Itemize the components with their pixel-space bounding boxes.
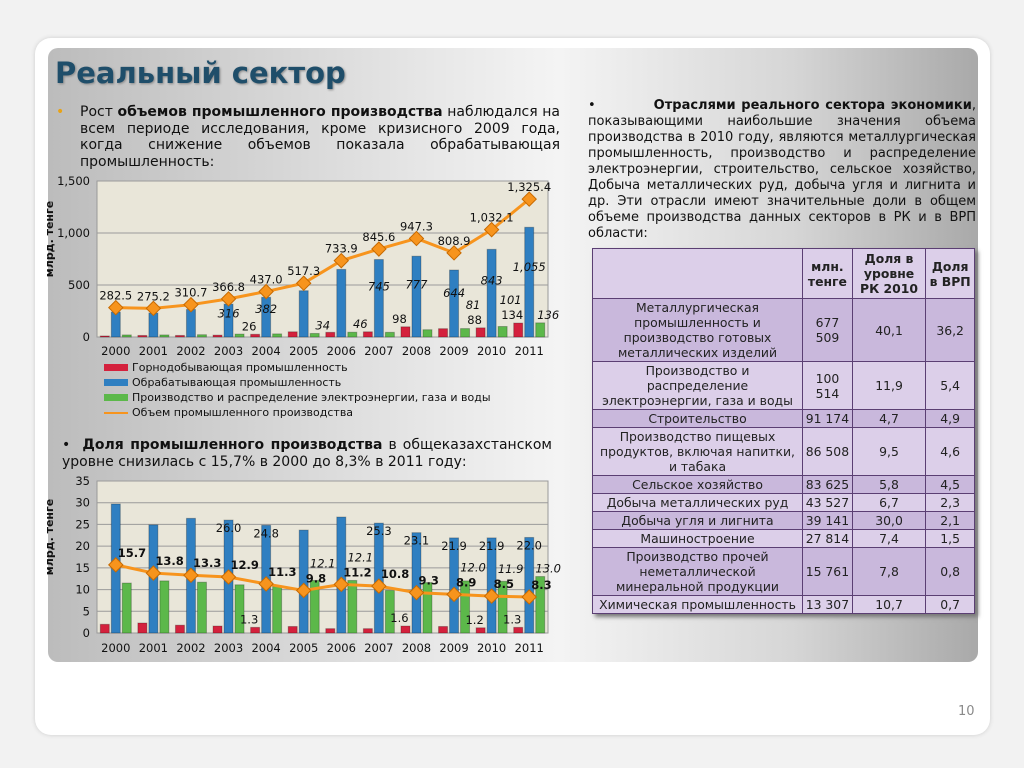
paragraph-industry-share xyxy=(62,437,552,470)
mining-bar xyxy=(213,626,222,633)
value-cell: 30,0 xyxy=(852,512,925,530)
x-tick-label: 2001 xyxy=(138,641,169,655)
bold-text: Отраслями реального сектора экономики xyxy=(653,98,972,113)
line-data-label: 11.2 xyxy=(343,565,372,580)
data-label: 98 xyxy=(392,311,407,326)
data-label: 81 xyxy=(465,297,481,312)
energy-bar xyxy=(197,582,206,633)
table-row xyxy=(593,530,975,548)
value-cell: 1,5 xyxy=(926,530,975,548)
y-tick-label: 25 xyxy=(75,517,90,532)
data-label: 21.9 xyxy=(441,538,467,553)
data-label: 843 xyxy=(480,273,503,288)
text: Рост xyxy=(80,104,118,120)
x-tick-label: 2006 xyxy=(326,641,356,655)
x-tick-label: 2003 xyxy=(213,344,244,358)
line-data-label: 310.7 xyxy=(174,285,208,300)
mining-bar xyxy=(476,628,485,633)
mining-bar xyxy=(251,334,260,337)
sector-name-cell: Строительство xyxy=(593,410,803,428)
data-label: 134 xyxy=(501,308,524,323)
legend-swatch-green xyxy=(104,394,128,401)
mining-bar xyxy=(439,329,448,337)
manufacturing-bar xyxy=(487,249,496,337)
value-cell: 83 625 xyxy=(803,476,853,494)
line-data-label: 10.8 xyxy=(380,567,410,582)
value-cell: 0,7 xyxy=(926,596,975,614)
manufacturing-bar xyxy=(186,309,195,337)
energy-bar xyxy=(160,581,169,633)
mining-bar xyxy=(514,323,523,337)
value-cell: 7,4 xyxy=(852,530,925,548)
value-cell: 4,5 xyxy=(926,476,975,494)
x-tick-label: 2010 xyxy=(476,641,507,655)
line-data-label: 845.6 xyxy=(362,230,396,245)
bullet-icon: • xyxy=(588,98,596,113)
y-tick-label: 0 xyxy=(82,626,90,640)
value-cell: 6,7 xyxy=(852,494,925,512)
data-label: 13.0 xyxy=(535,561,562,576)
table-header-cell: Доля в уровне РК 2010 xyxy=(852,249,925,299)
x-tick-label: 2009 xyxy=(439,344,469,358)
value-cell: 100 514 xyxy=(803,362,853,410)
energy-bar xyxy=(461,329,470,337)
value-cell: 10,7 xyxy=(852,596,925,614)
table-header-cell: млн. тенге xyxy=(803,249,853,299)
table-row xyxy=(593,410,975,428)
value-cell: 43 527 xyxy=(803,494,853,512)
energy-bar xyxy=(423,330,432,337)
legend-label: Горнодобывающая промышленность xyxy=(132,361,348,374)
manufacturing-bar xyxy=(525,227,534,337)
line-data-label: 437.0 xyxy=(249,272,283,287)
sector-name-cell: Машиностроение xyxy=(593,530,803,548)
sector-name-cell: Производство и распределение электроэнергии, газа и воды xyxy=(593,362,803,410)
legend-item-mining xyxy=(104,360,491,375)
x-tick-label: 2007 xyxy=(364,344,394,358)
table-row xyxy=(593,548,975,596)
table-row xyxy=(593,512,975,530)
mining-bar xyxy=(363,332,372,337)
line-data-label: 1,032.1 xyxy=(469,210,514,225)
energy-bar xyxy=(348,580,357,633)
y-axis-label: млрд. тенге xyxy=(43,200,56,278)
y-tick-label: 1,500 xyxy=(57,174,90,188)
line-data-label: 15.7 xyxy=(117,545,147,560)
mining-bar xyxy=(138,335,147,337)
line-data-label: 8.9 xyxy=(456,575,477,590)
chart1-legend xyxy=(104,360,491,420)
value-cell: 9,5 xyxy=(852,428,925,476)
value-cell: 27 814 xyxy=(803,530,853,548)
data-label: 21.9 xyxy=(478,538,505,553)
data-label: 25.3 xyxy=(366,524,392,539)
line-data-label: 947.3 xyxy=(399,219,433,234)
x-tick-label: 2011 xyxy=(514,641,544,655)
mining-bar xyxy=(251,627,260,633)
value-cell: 15 761 xyxy=(803,548,853,596)
value-cell: 0,8 xyxy=(926,548,975,596)
mining-bar xyxy=(326,332,335,337)
x-tick-label: 2002 xyxy=(176,641,206,655)
text: в общеказахстанском уровне снизилась с 15,7% в 2000 до 8,3% в 2011 году: xyxy=(62,437,552,470)
sectors-table xyxy=(592,248,975,614)
data-label: 136 xyxy=(537,307,560,322)
legend-swatch-red xyxy=(104,364,128,371)
data-label: 1,055 xyxy=(512,260,546,275)
manufacturing-bar xyxy=(149,313,158,337)
sector-name-cell: Производство пищевых продуктов, включая напитки, и табака xyxy=(593,428,803,476)
data-label: 24.8 xyxy=(253,526,279,541)
energy-bar xyxy=(385,332,394,337)
mining-bar xyxy=(100,336,109,337)
y-tick-label: 10 xyxy=(75,582,90,597)
manufacturing-bar xyxy=(111,312,120,337)
line-data-label: 808.9 xyxy=(437,233,471,248)
value-cell: 91 174 xyxy=(803,410,853,428)
value-cell: 2,3 xyxy=(926,494,975,512)
y-tick-label: 1,000 xyxy=(57,226,90,240)
table-row xyxy=(593,362,975,410)
data-label: 22.0 xyxy=(516,538,543,553)
mining-bar xyxy=(288,332,297,337)
line-data-label: 366.8 xyxy=(212,279,246,294)
x-tick-label: 2009 xyxy=(439,641,469,655)
data-label: 26 xyxy=(241,319,257,334)
x-tick-label: 2001 xyxy=(138,344,169,358)
mining-bar xyxy=(175,335,184,337)
line-data-label: 733.9 xyxy=(324,241,358,256)
data-label: 1.3 xyxy=(239,612,259,627)
value-cell: 4,7 xyxy=(852,410,925,428)
energy-bar xyxy=(348,332,357,337)
value-cell: 2,1 xyxy=(926,512,975,530)
table-header-row xyxy=(593,249,975,299)
x-tick-label: 2004 xyxy=(251,641,281,655)
data-label: 745 xyxy=(367,279,390,294)
data-label: 12.1 xyxy=(347,550,374,565)
energy-bar xyxy=(160,335,169,337)
data-label: 1.2 xyxy=(465,612,484,627)
manufacturing-bar xyxy=(374,260,383,337)
text: наблюдался на всем периоде исследования, кроме кризисного 2009 года, когда снижение объемов показала обрабатывающая промышленность: xyxy=(80,104,560,170)
legend-label: Производство и распределение электроэнергии, газа и воды xyxy=(132,391,491,404)
line-data-label: 517.3 xyxy=(287,264,321,279)
y-tick-label: 5 xyxy=(82,604,90,619)
y-axis-label: млрд. тенге xyxy=(43,498,56,576)
line-data-label: 11.3 xyxy=(268,564,297,579)
mining-bar xyxy=(326,629,335,633)
legend-item-manufacturing xyxy=(104,375,491,390)
mining-bar xyxy=(363,629,372,633)
data-label: 23.1 xyxy=(403,533,430,548)
table-row xyxy=(593,596,975,614)
sector-name-cell: Химическая промышленность xyxy=(593,596,803,614)
value-cell: 5,4 xyxy=(926,362,975,410)
table-header-cell xyxy=(593,249,803,299)
line-data-label: 8.3 xyxy=(531,577,552,592)
sector-name-cell: Производство прочей неметаллической минеральной продукции xyxy=(593,548,803,596)
energy-bar xyxy=(235,334,244,337)
line-data-label: 9.8 xyxy=(305,571,327,586)
mining-bar xyxy=(100,624,109,633)
x-tick-label: 2006 xyxy=(326,344,356,358)
x-tick-label: 2010 xyxy=(476,344,507,358)
data-label: 777 xyxy=(405,277,428,292)
x-tick-label: 2003 xyxy=(213,641,244,655)
sector-name-cell: Добыча металлических руд xyxy=(593,494,803,512)
x-tick-label: 2000 xyxy=(101,641,131,655)
energy-bar xyxy=(498,326,507,337)
line-data-label: 8.5 xyxy=(493,577,514,592)
data-label: 11.9 xyxy=(497,562,524,577)
table-row xyxy=(593,494,975,512)
table-row xyxy=(593,476,975,494)
line-data-label: 1,325.4 xyxy=(507,180,552,195)
y-tick-label: 0 xyxy=(82,330,90,344)
mining-bar xyxy=(138,623,147,633)
line-data-label: 12.9 xyxy=(230,557,259,572)
line-data-label: 9.3 xyxy=(418,573,439,588)
x-tick-label: 2004 xyxy=(251,344,281,358)
sector-name-cell: Металлургическая промышленность и производство готовых металлических изделий xyxy=(593,299,803,362)
mining-bar xyxy=(514,627,523,633)
energy-bar xyxy=(122,583,131,633)
legend-label: Объем промышленного производства xyxy=(132,406,354,419)
x-tick-label: 2005 xyxy=(289,641,319,655)
data-label: 88 xyxy=(467,312,482,327)
energy-bar xyxy=(423,583,432,633)
mining-bar xyxy=(288,626,297,633)
value-cell: 4,6 xyxy=(926,428,975,476)
data-label: 644 xyxy=(443,285,466,300)
value-cell: 677 509 xyxy=(803,299,853,362)
bold-text: объемов промышленного производства xyxy=(117,104,443,120)
manufacturing-bar xyxy=(337,269,346,337)
x-tick-label: 2002 xyxy=(176,344,206,358)
text: , показывающими наибольшие значения объема производства в 2010 году, являются металлургическая промышленность, производство и распределение электроэнергии, строительство, сельское хозяйство, Добыча металлических руд, добыча угля и лигнита и др. Эти отрасли имеют значительные доли в общем объеме производства данных секторов в РК и в ВРП области: xyxy=(588,98,976,241)
bullet-icon: • xyxy=(56,104,65,120)
manufacturing-bar xyxy=(412,256,421,337)
legend-swatch-blue xyxy=(104,379,128,386)
value-cell: 86 508 xyxy=(803,428,853,476)
data-label: 46 xyxy=(352,317,368,332)
y-tick-label: 15 xyxy=(75,560,90,575)
value-cell: 39 141 xyxy=(803,512,853,530)
energy-bar xyxy=(310,333,319,337)
energy-bar xyxy=(273,334,282,337)
mining-bar xyxy=(175,625,184,633)
data-label: 34 xyxy=(315,318,331,333)
x-tick-label: 2005 xyxy=(289,344,319,358)
manufacturing-bar xyxy=(299,291,308,337)
line-data-label: 13.8 xyxy=(155,554,184,569)
legend-swatch-line xyxy=(104,412,128,414)
y-tick-label: 35 xyxy=(75,474,90,488)
legend-item-energy xyxy=(104,390,491,405)
paragraph-sectors xyxy=(588,98,976,242)
table-header-cell: Доля в ВРП xyxy=(926,249,975,299)
bold-text: Доля промышленного производства xyxy=(82,437,383,453)
value-cell: 13 307 xyxy=(803,596,853,614)
mining-bar xyxy=(401,327,410,337)
data-label: 12.1 xyxy=(309,556,336,571)
sector-name-cell: Добыча угля и лигнита xyxy=(593,512,803,530)
value-cell: 11,9 xyxy=(852,362,925,410)
sector-name-cell: Сельское хозяйство xyxy=(593,476,803,494)
legend-item-total xyxy=(104,405,491,420)
table-row xyxy=(593,299,975,362)
mining-bar xyxy=(213,335,222,337)
energy-bar xyxy=(197,335,206,337)
y-tick-label: 20 xyxy=(75,539,90,554)
data-label: 26.0 xyxy=(215,521,242,536)
data-label: 316 xyxy=(217,306,240,321)
mining-bar xyxy=(401,626,410,633)
y-tick-label: 30 xyxy=(75,495,90,510)
legend-label: Обрабатывающая промышленность xyxy=(132,376,342,389)
data-label: 1.6 xyxy=(390,611,409,626)
value-cell: 40,1 xyxy=(852,299,925,362)
data-label: 101 xyxy=(499,293,522,308)
line-data-label: 13.3 xyxy=(192,556,222,571)
energy-bar xyxy=(122,335,131,337)
data-label: 1.3 xyxy=(503,612,522,627)
data-label: 12.0 xyxy=(460,560,486,575)
x-tick-label: 2007 xyxy=(364,641,394,655)
right-column xyxy=(588,98,976,614)
x-tick-label: 2008 xyxy=(401,344,432,358)
energy-bar xyxy=(536,323,545,337)
value-cell: 5,8 xyxy=(852,476,925,494)
value-cell: 36,2 xyxy=(926,299,975,362)
manufacturing-bar xyxy=(450,270,459,337)
bullet-icon: • xyxy=(62,437,71,453)
page-number: 10 xyxy=(958,704,975,719)
energy-bar xyxy=(273,587,282,633)
x-tick-label: 2000 xyxy=(101,344,131,358)
value-cell: 7,8 xyxy=(852,548,925,596)
value-cell: 4,9 xyxy=(926,410,975,428)
data-label: 382 xyxy=(255,302,278,317)
page-title: Реальный сектор xyxy=(55,56,346,90)
line-data-label: 282.5 xyxy=(99,288,133,303)
x-tick-label: 2008 xyxy=(401,641,432,655)
mining-bar xyxy=(476,328,485,337)
line-data-label: 275.2 xyxy=(136,289,170,304)
table-row xyxy=(593,428,975,476)
y-tick-label: 500 xyxy=(68,278,90,292)
mining-bar xyxy=(439,626,448,633)
x-tick-label: 2011 xyxy=(514,344,544,358)
